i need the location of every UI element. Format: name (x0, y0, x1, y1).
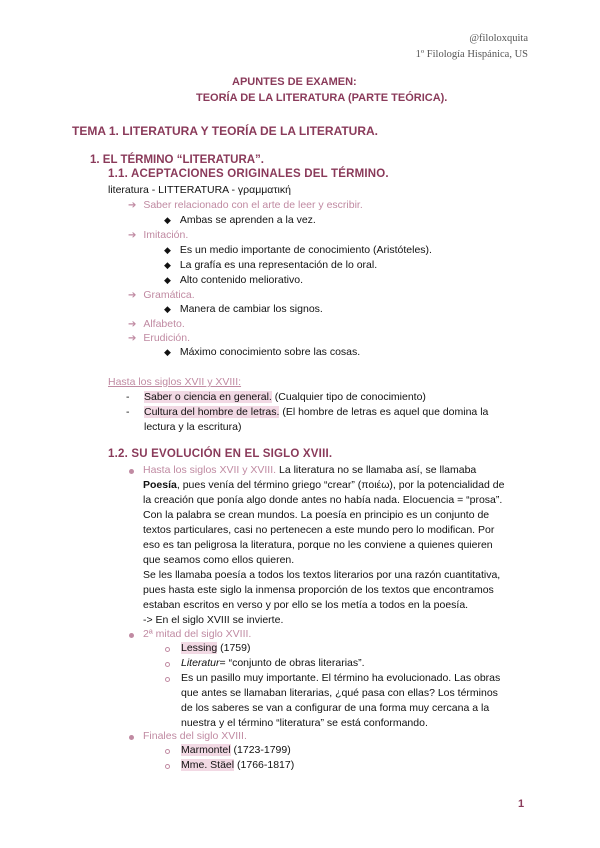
sub-item (181, 656, 365, 671)
bullet-dot-icon (129, 469, 134, 474)
sub-item (164, 243, 432, 258)
arrow-icon: ➔ (128, 319, 137, 330)
sub-item-text: La grafía es una representación de lo oral. (179, 259, 378, 271)
text: que antes se llamaban literarias, ¿qué pasa con ellas? Los términos (181, 687, 498, 699)
text: Se les llamaba poesía a todos los textos literarios por una razón cuantitativa, (143, 569, 501, 581)
item-label: Erudición. (143, 332, 191, 344)
hasta-item: - Saber o ciencia en general. (Cualquier tipo de conocimiento) (126, 391, 426, 403)
text: La literatura no se llamaba así, se llamaba (276, 464, 477, 476)
tema-heading: TEMA 1. LITERATURA Y TEORÍA DE LA LITERATURA. (72, 124, 378, 138)
item-text: (1766-1817) (234, 759, 295, 771)
text: , pues venía del término griego “crear” (ποιέω), por la potencialidad de (176, 479, 505, 491)
sub-item (164, 302, 323, 317)
bullet-ring-icon (165, 749, 170, 754)
subsection-1-1-heading: 1.1. ACEPTACIONES ORIGINALES DEL TÉRMINO. (108, 168, 389, 180)
hasta-item: - Cultura del hombre de letras. (El hombre de letras es aquel que domina la (126, 406, 489, 418)
list-item-erudicion (128, 331, 190, 346)
title-line1: APUNTES DE EXAMEN: (232, 76, 357, 88)
bullet-dot-icon (129, 735, 134, 740)
title-line2: TEORÍA DE LA LITERATURA (PARTE TEÓRICA). (196, 92, 448, 104)
sub-item-text: Alto contenido meliorativo. (179, 274, 303, 286)
arrow-icon: ➔ (128, 230, 137, 241)
bullet-ring-icon (165, 662, 170, 667)
arrow-icon: ➔ (128, 200, 137, 211)
hasta-label-text: Hasta los siglos XVII y XVIII: (108, 376, 242, 388)
diamond-icon: ◆ (164, 245, 171, 255)
sub-item-paragraph (181, 671, 531, 731)
highlight-text: Cultura del hombre de letras. (144, 406, 280, 418)
sub-item-text: Ambas se aprenden a la vez. (179, 214, 316, 226)
arrow-icon: ➔ (128, 290, 137, 301)
bullet-ring-icon (165, 764, 170, 769)
item-text: (Cualquier tipo de conocimiento) (271, 391, 426, 403)
diamond-icon: ◆ (164, 260, 171, 270)
text: pues hasta este siglo la inmensa proporción de los textos que encontramos (143, 584, 494, 596)
sub-item-text: Manera de cambiar los signos. (179, 303, 323, 315)
sub-item (164, 345, 360, 360)
text: eso es tan peligrosa la literatura, porque no les conviene a quienes quieren (143, 539, 493, 551)
diamond-icon: ◆ (164, 275, 171, 285)
sub-item (164, 273, 303, 288)
hasta-item-continuation: lectura y la escritura) (144, 421, 242, 433)
item-label: Alfabeto. (143, 318, 185, 330)
highlight-text: Saber o ciencia en general. (144, 391, 272, 403)
header-handle: @filoloxquita (469, 33, 528, 44)
list-item-imitacion (128, 228, 188, 243)
paragraph-hasta-siglos (143, 463, 527, 628)
item-label: Imitación. (143, 229, 189, 241)
bullet-ring-icon (165, 677, 170, 682)
item-label: Saber relacionado con el arte de leer y escribir. (143, 199, 363, 211)
text: la creación que ponía algo donde antes no había nada. Elocuencia = “prosa”. (143, 494, 503, 506)
diamond-icon: ◆ (164, 347, 171, 357)
diamond-icon: ◆ (164, 304, 171, 314)
page-number: 1 (518, 798, 525, 810)
header-course: 1º Filología Hispánica, US (415, 49, 528, 60)
highlight-text: Mme. Stäel (181, 759, 235, 771)
arrow-icon: ➔ (128, 333, 137, 344)
sub-item (181, 743, 291, 758)
subsection-1-2-heading: 1.2. SU EVOLUCIÓN EN EL SIGLO XVIII. (108, 448, 333, 460)
etymology-line: literatura - LITTERATURA - γραμματική (108, 184, 291, 196)
sub-item-text: Es un medio importante de conocimiento (Aristóteles). (179, 244, 432, 256)
italic-term: Literatur (181, 657, 220, 669)
sub-item (181, 641, 250, 656)
section-1-heading: 1. EL TÉRMINO “LITERATURA”. (90, 154, 264, 166)
list-item-saber (128, 198, 363, 213)
lead-text: 2ª mitad del siglo XVIII. (143, 628, 252, 640)
hasta-label (108, 375, 241, 390)
text: que seamos como ellos quieren. (143, 554, 295, 566)
lead-text: Hasta los siglos XVII y XVIII. (143, 464, 277, 476)
text: estaban escritos en verso y por ello se los metía a todos en la poesía. (143, 599, 469, 611)
sub-item (181, 758, 294, 773)
item-text: (1723-1799) (230, 744, 291, 756)
sub-item (164, 258, 377, 273)
sub-item (164, 213, 316, 228)
sub-item-text: Máximo conocimiento sobre las cosas. (179, 346, 361, 358)
item-text: = “conjunto de obras literarias”. (219, 657, 365, 669)
bullet-dot-icon (129, 633, 134, 638)
list-item-gramatica (128, 288, 195, 303)
text: de los saberes se van a configurar de una forma muy cercana a la (181, 702, 490, 714)
bullet-ring-icon (165, 647, 170, 652)
text: Con la palabra se crean mundos. La poesía en principio es un conjunto de (143, 509, 490, 521)
lead-text: Finales del siglo XVIII. (143, 730, 247, 742)
list-item-alfabeto (128, 317, 185, 332)
highlight-text: Lessing (181, 642, 218, 654)
highlight-text: Marmontel (181, 744, 231, 756)
text: nuestra y el término “literatura” se está conformando. (181, 717, 428, 729)
text: -> En el siglo XVIII se invierte. (143, 614, 284, 626)
text: Es un pasillo muy importante. El término ha evolucionado. Las obras (181, 672, 501, 684)
diamond-icon: ◆ (164, 215, 171, 225)
text: textos particulares, casi no pertenecen a este mundo pero lo modifican. Por (143, 524, 495, 536)
item-label: Gramática. (143, 289, 195, 301)
item-text: (El hombre de letras es aquel que domina la (279, 406, 489, 418)
bold-term: Poesía (143, 479, 177, 491)
item-text: (1759) (217, 642, 251, 654)
